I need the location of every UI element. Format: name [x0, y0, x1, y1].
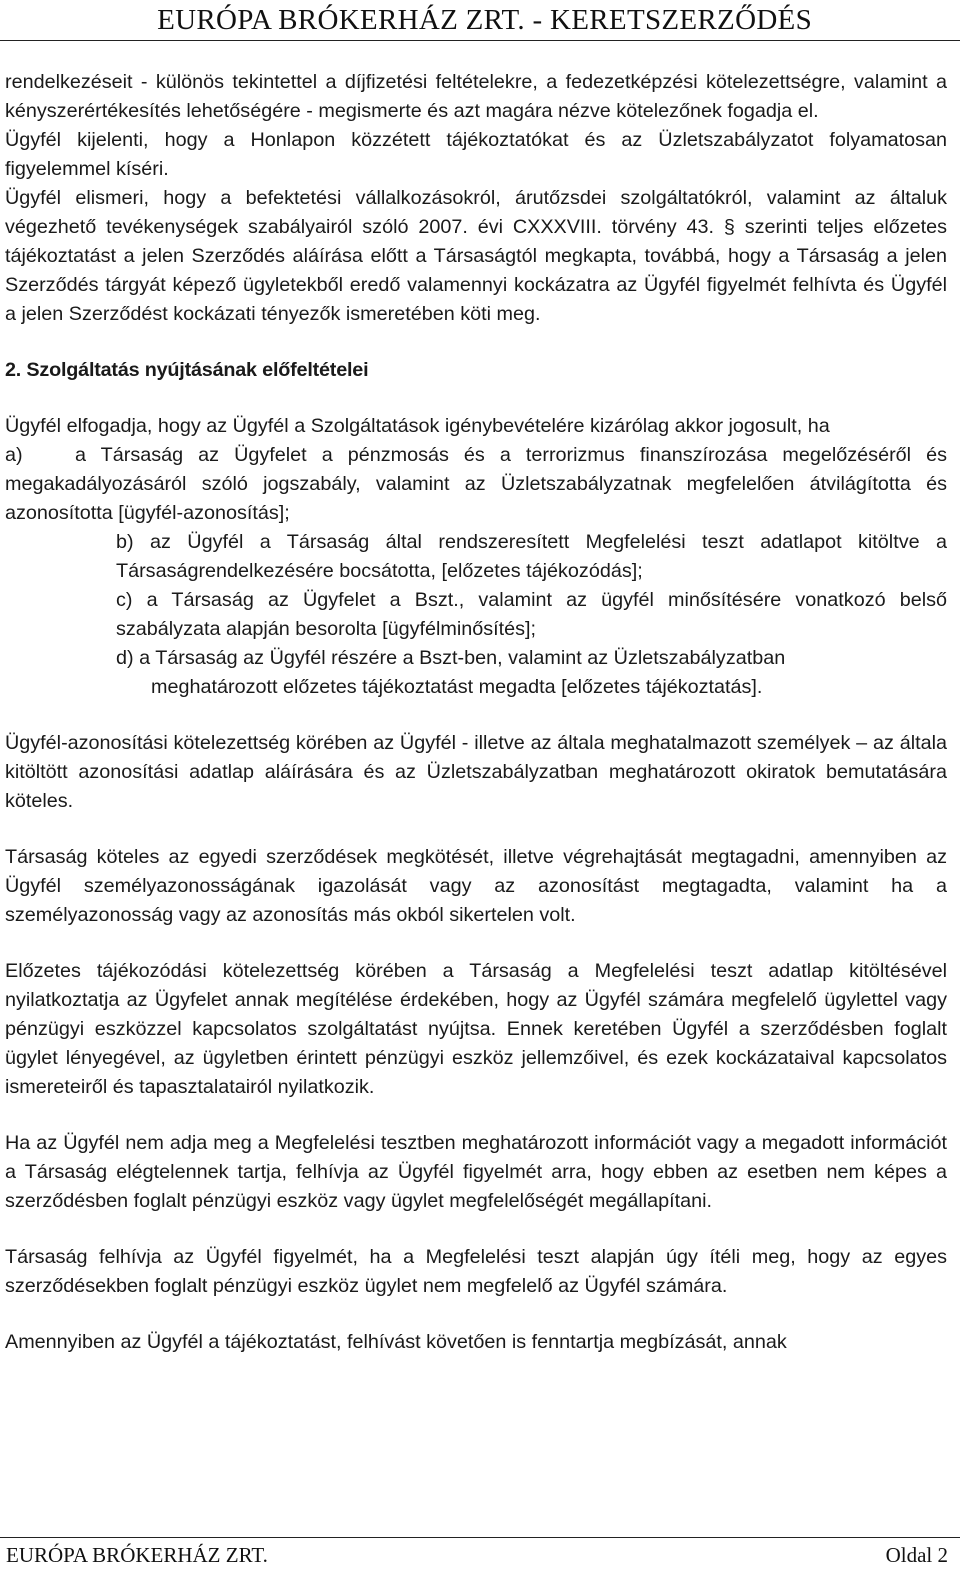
page-footer: [0, 1537, 960, 1581]
list-item-d-line2: meghatározott előzetes tájékoztatást megadta [előzetes tájékoztatás].: [151, 676, 763, 698]
paragraph-suitability-test: Előzetes tájékozódási kötelezettség körében a Társaság a Megfelelési teszt adatlap kitöltésével nyilatkoztatja az Ügyfelet annak megítélése érdekében, hogy az Ügyfél számára megfelelő ügylettel vagy pénzügyi eszközzel kapcsolatos szolgáltatást nyújtsa. Ennek keretében Ügyfél a szerződésben foglalt ügylet lényegével, az ügyletben érintett pénzügyi eszköz jellemzőivel, és ezek kockázataival kapcsolatos ismereteiről és tapasztalatairól nyilatkozik.: [5, 960, 947, 1098]
paragraph-continuation: Amennyiben az Ügyfél a tájékoztatást, felhívást követően is fenntartja megbízását, annak: [5, 1331, 787, 1353]
paragraph-refusal: Társaság köteles az egyedi szerződések megkötését, illetve végrehajtását megtagadni, amennyiben az Ügyfél személyazonosságának igazolását vagy az azonosítást megtagadta, valamint ha a személyazonosság vagy az azonosítás más okból sikertelen volt.: [5, 846, 947, 926]
list-item-a: [5, 441, 947, 528]
document-body: [5, 68, 947, 1357]
paragraph-identification-duty: Ügyfél-azonosítási kötelezettség körében az Ügyfél - illetve az általa meghatalmazott személyek – az általa kitöltött azonosítási adatlap aláírására és az Üzletszabályzatban meghatározott okiratok bemutatására köteles.: [5, 732, 947, 812]
page-header: [0, 0, 960, 41]
list-item-d-line1: d) a Társaság az Ügyfél részére a Bszt-ben, valamint az Üzletszabályzatban: [116, 647, 786, 669]
paragraph-acknowledgement: Ügyfél elismeri, hogy a befektetési vállalkozásokról, árutőzsdei szolgáltatókról, valamint az általuk végezhető tevékenységek szabályairól szóló 2007. évi CXXXVIII. törvény 43. § szerinti teljes előzetes tájékoztatást a jelen Szerződés aláírása előtt a Társaságtól megkapta, továbbá, hogy a Társaság a jelen Szerződés tárgyát képező ügyletekből eredő valamennyi kockázatra az Ügyfél figyelmét felhívta és Ügyfél a jelen Szerződést kockázati tényezők ismeretében köti meg.: [5, 187, 947, 325]
list-item-a-label: a): [5, 444, 23, 466]
paragraph-provisions: rendelkezéseit - különös tekintettel a díjfizetési feltételekre, a fedezetképzési kötelezettségre, valamint a kényszerértékesítés lehetőségére - megismerte és azt magára nézve kötelezőnek fogadja el.: [5, 71, 947, 122]
paragraph-conditions-intro: Ügyfél elfogadja, hogy az Ügyfél a Szolgáltatások igénybevételére kizárólag akkor jogosult, ha: [5, 415, 830, 437]
header-title: EURÓPA BRÓKERHÁZ ZRT. - KERETSZERZŐDÉS: [157, 4, 812, 36]
list-item-b: b) az Ügyfél a Társaság által rendszeresített Megfelelési teszt adatlapot kitöltve a Társaságrendelkezésére bocsátotta, [előzetes tájékozódás];: [116, 531, 947, 582]
paragraph-insufficient-info: Ha az Ügyfél nem adja meg a Megfelelési tesztben meghatározott információt vagy a megadott információt a Társaság elégtelennek tartja, felhívja az Ügyfél figyelmét arra, hogy ebben az esetben nem képes a szerződésben foglalt pénzügyi eszköz vagy ügylet megfelelőségét megállapítani.: [5, 1132, 947, 1212]
paragraph-warning: Társaság felhívja az Ügyfél figyelmét, ha a Megfelelési teszt alapján úgy ítéli meg, hogy az egyes szerződésekben foglalt pénzügyi eszköz ügylet nem megfelelő az Ügyfél számára.: [5, 1246, 947, 1297]
section-heading: 2. Szolgáltatás nyújtásának előfeltételei: [5, 359, 369, 381]
footer-company: EURÓPA BRÓKERHÁZ ZRT.: [6, 1543, 268, 1567]
page-number: Oldal 2: [885, 1543, 948, 1567]
paragraph-website-notice: Ügyfél kijelenti, hogy a Honlapon közzétett tájékoztatókat és az Üzletszabályzatot folyamatosan figyelemmel kíséri.: [5, 129, 947, 180]
list-item-a-text: a Társaság az Ügyfelet a pénzmosás és a terrorizmus finanszírozása megelőzéséről és megakadályozásáról szóló jogszabály, valamint az Üzletszabályzatnak megfelelően átvilágította és azonosította [ügyfél-azonosítás];: [5, 444, 947, 524]
list-item-c: c) a Társaság az Ügyfelet a Bszt., valamint az ügyfél minősítésére vonatkozó belső szabályzata alapján besorolta [ügyfélminősítés];: [116, 589, 947, 640]
